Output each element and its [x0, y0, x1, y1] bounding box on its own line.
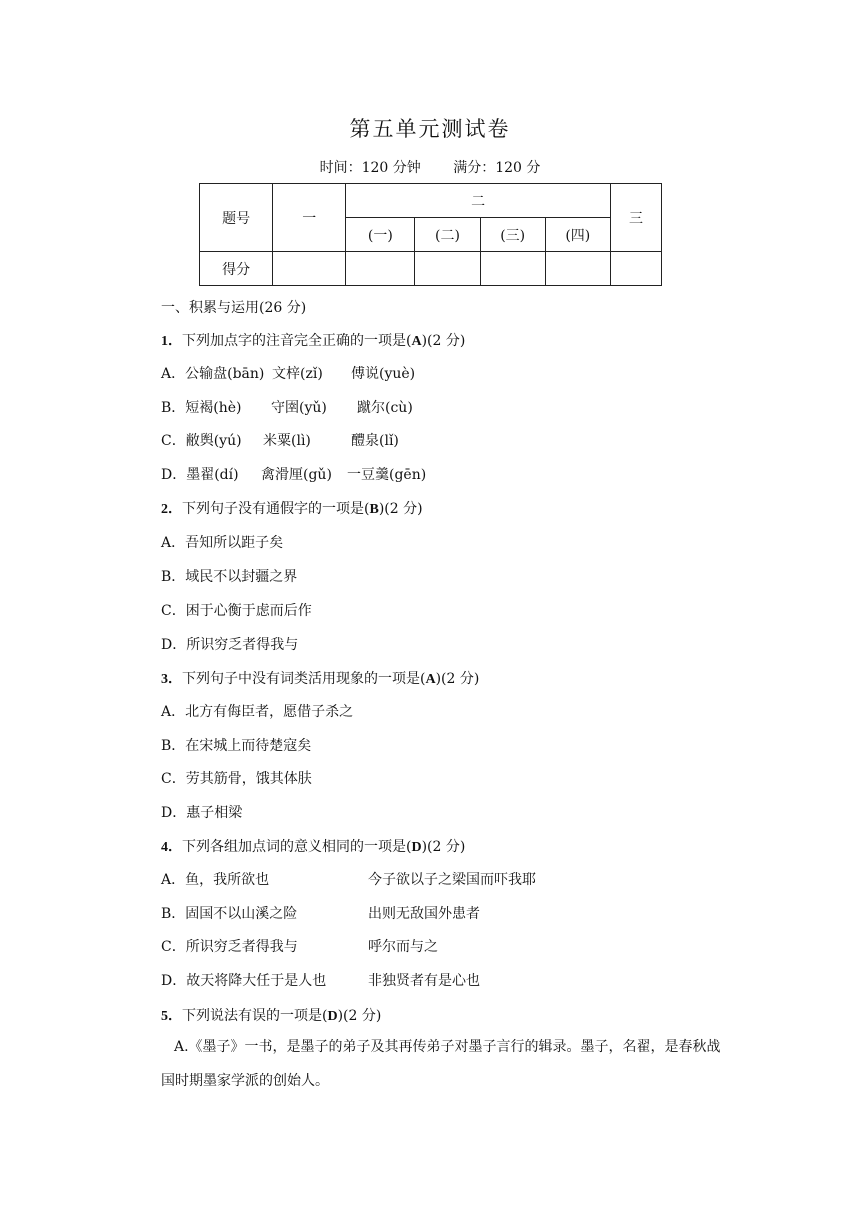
option-item: 守圉(yǔ)	[271, 400, 327, 416]
option-row	[161, 869, 536, 889]
exam-meta	[0, 157, 860, 177]
option-paragraph	[161, 1030, 733, 1098]
question-1	[161, 330, 465, 350]
option-item: 醴泉(lǐ)	[351, 433, 399, 449]
answer: D	[411, 840, 422, 855]
option-row: A．北方有侮臣者，愿借子杀之	[161, 704, 354, 720]
question-stem: 下列句子中没有词类活用现象的一项是(	[182, 671, 426, 687]
option-item: A．鱼，我所欲也	[161, 872, 270, 888]
score-table-sub-2: (二)	[415, 218, 480, 252]
option-item: 禽滑厘(gǔ)	[261, 467, 332, 483]
option-item: C．敝舆(yú)	[161, 433, 242, 449]
exam-full-score: 满分：120 分	[453, 160, 541, 176]
score-cell[interactable]	[415, 252, 480, 286]
option-item: 傅说(yuè)	[351, 366, 416, 382]
option-row	[161, 903, 480, 923]
question-5	[161, 1005, 381, 1025]
option-item: 蹴尔(cù)	[357, 400, 413, 416]
option-row	[161, 464, 426, 484]
option-row: C．困于心衡于虑而后作	[161, 603, 312, 619]
answer: A	[411, 334, 422, 349]
exam-time: 时间：120 分钟	[319, 160, 421, 176]
answer: D	[327, 1009, 338, 1024]
question-number: 5．	[161, 1009, 182, 1024]
option-row	[161, 970, 480, 990]
option-item: 一豆羹(gēn)	[347, 467, 427, 483]
score-table	[199, 183, 662, 286]
option-item: 出则无敌国外患者	[368, 906, 480, 922]
option-row	[161, 363, 415, 383]
question-score: )(2 分)	[421, 839, 466, 855]
page-title: 第五单元测试卷	[349, 117, 511, 141]
question-stem: 下列句子没有通假字的一项是(	[182, 501, 370, 517]
option-item: A．公输盘(bān)	[161, 366, 265, 382]
question-stem: 下列各组加点词的意义相同的一项是(	[182, 839, 412, 855]
option-text: A.《墨子》一书，是墨子的弟子及其再传弟子对墨子言行的辑录。墨子，名翟，是春秋战国时期墨家学派的创始人。	[161, 1039, 721, 1089]
question-4	[161, 836, 465, 856]
option-item: D．墨翟(dí)	[161, 467, 239, 483]
score-cell[interactable]	[545, 252, 610, 286]
option-row: C．劳其筋骨，饿其体肤	[161, 771, 312, 787]
score-table-col-1: 一	[273, 184, 346, 252]
answer: B	[369, 502, 379, 517]
option-row	[161, 430, 399, 450]
answer: A	[425, 672, 436, 687]
option-item: B．固国不以山溪之险	[161, 906, 298, 922]
option-item: B．短褐(hè)	[161, 400, 242, 416]
option-row: A．吾知所以距子矣	[161, 535, 284, 551]
question-score: )(2 分)	[337, 1008, 382, 1024]
score-cell[interactable]	[480, 252, 545, 286]
question-score: )(2 分)	[378, 501, 423, 517]
option-row	[161, 397, 413, 417]
score-cell[interactable]	[610, 252, 661, 286]
option-row	[161, 936, 438, 956]
question-score: )(2 分)	[435, 671, 480, 687]
option-row: B．域民不以封疆之界	[161, 569, 298, 585]
question-number: 1．	[161, 334, 182, 349]
option-row: D．惠子相梁	[161, 805, 243, 821]
question-number: 2．	[161, 502, 182, 517]
option-item: 非独贤者有是心也	[368, 973, 480, 989]
section-heading: 一、积累与运用(26 分)	[161, 300, 307, 316]
option-item: 今子欲以子之梁国而吓我耶	[368, 872, 536, 888]
question-number: 3．	[161, 672, 182, 687]
option-row: B．在宋城上而待楚寇矣	[161, 738, 312, 754]
score-table-col-3: 三	[610, 184, 661, 252]
score-table-sub-4: (四)	[545, 218, 610, 252]
question-score: )(2 分)	[421, 333, 466, 349]
question-stem: 下列说法有误的一项是(	[182, 1008, 328, 1024]
option-item: 呼尔而与之	[368, 939, 438, 955]
score-table-sub-1: (一)	[346, 218, 415, 252]
option-row: D．所识穷乏者得我与	[161, 637, 299, 653]
question-stem: 下列加点字的注音完全正确的一项是(	[182, 333, 412, 349]
score-table-score-label: 得分	[200, 252, 273, 286]
option-item: D．故天将降大任于是人也	[161, 973, 327, 989]
score-cell[interactable]	[346, 252, 415, 286]
score-table-sub-3: (三)	[480, 218, 545, 252]
question-2	[161, 498, 423, 518]
score-table-header-label: 题号	[200, 184, 273, 252]
question-3	[161, 668, 479, 688]
score-table-col-2: 二	[346, 184, 611, 218]
option-item: 米粟(lì)	[263, 433, 311, 449]
score-cell[interactable]	[273, 252, 346, 286]
question-number: 4．	[161, 840, 182, 855]
option-item: 文梓(zǐ)	[272, 366, 323, 382]
option-item: C．所识穷乏者得我与	[161, 939, 298, 955]
